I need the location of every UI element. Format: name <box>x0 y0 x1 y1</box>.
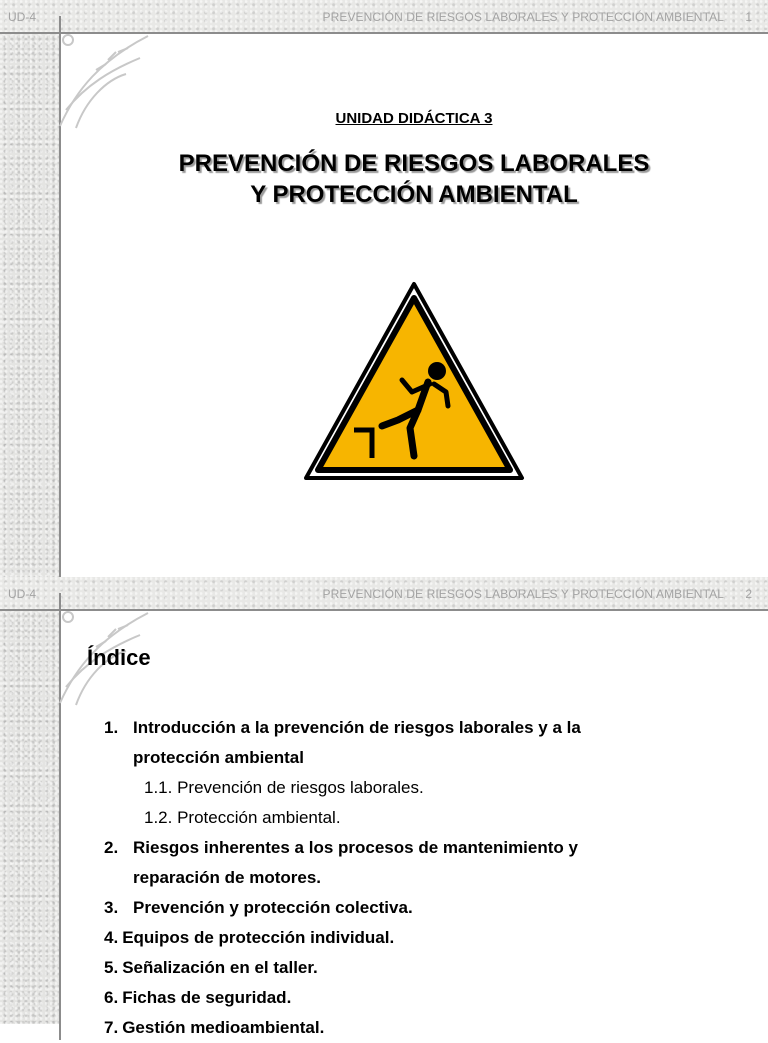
header-title: PREVENCIÓN DE RIESGOS LABORALES Y PROTECCIÓN AMBIENTAL <box>322 587 724 601</box>
index-item-number: 1. <box>104 718 119 737</box>
page-number: 2 <box>745 587 752 601</box>
unit-label: UNIDAD DIDÁCTICA 3 <box>335 110 493 127</box>
index-item-number: 3. <box>104 898 119 917</box>
index-list <box>104 713 724 1043</box>
index-item-text: Señalización en el taller. <box>122 958 318 977</box>
index-item-text-line-2: reparación de motores. <box>133 868 322 887</box>
index-item-6 <box>104 983 724 1013</box>
page-title-line-1: PREVENCIÓN DE RIESGOS LABORALES <box>178 150 650 177</box>
index-item-text-line-2: protección ambiental <box>133 748 304 767</box>
index-item-text: Equipos de protección individual. <box>122 928 395 947</box>
index-item-4 <box>104 923 724 953</box>
index-item-text <box>133 833 578 893</box>
index-item-number: 5. <box>104 958 119 977</box>
index-item-number: 4. <box>104 928 119 947</box>
page-title <box>60 148 768 210</box>
slip-trip-hazard-warning-icon <box>302 280 526 484</box>
index-item-2 <box>104 833 724 893</box>
index-item-7 <box>104 1013 724 1043</box>
index-item-number: 7. <box>104 1018 119 1037</box>
index-subitem-1-1: 1.1. Prevención de riesgos laborales. <box>144 778 424 797</box>
index-item-text-line-1: Introducción a la prevención de riesgos laborales y a la <box>133 718 581 737</box>
index-item-3 <box>104 893 724 923</box>
texture-margin <box>0 0 60 577</box>
index-item-text: Prevención y protección colectiva. <box>133 898 413 917</box>
index-item-number: 2. <box>104 838 119 857</box>
index-title: Índice <box>87 645 151 670</box>
header-course-code: UD-4 <box>8 10 37 24</box>
index-item-5 <box>104 953 724 983</box>
slide-2 <box>0 577 768 1037</box>
index-item-number: 6. <box>104 988 119 1007</box>
page-number: 1 <box>745 10 752 24</box>
header-course-code: UD-4 <box>8 587 37 601</box>
index-item-text-line-1: Riesgos inherentes a los procesos de mantenimiento y <box>133 838 578 857</box>
index-item-text <box>133 713 581 773</box>
index-subitem-1-2: 1.2. Protección ambiental. <box>144 808 341 827</box>
index-item-text: Gestión medioambiental. <box>122 1018 325 1037</box>
index-item-text: Fichas de seguridad. <box>122 988 292 1007</box>
index-item-1 <box>104 713 724 773</box>
texture-margin <box>0 577 60 1024</box>
header-title: PREVENCIÓN DE RIESGOS LABORALES Y PROTECCIÓN AMBIENTAL <box>322 10 724 24</box>
page-title-line-2: Y PROTECCIÓN AMBIENTAL <box>250 181 578 208</box>
